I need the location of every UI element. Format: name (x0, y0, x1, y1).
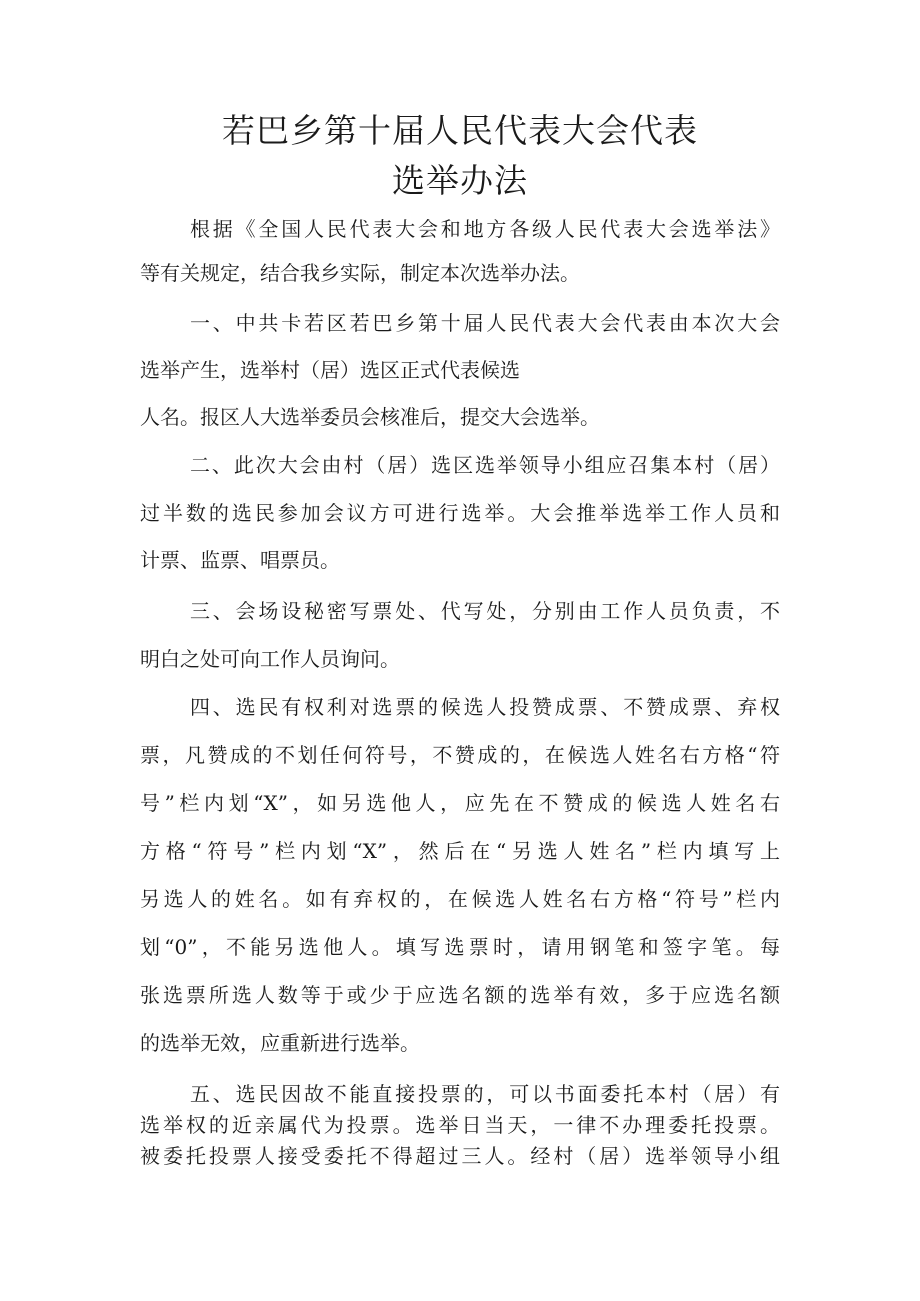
paragraph-line: 的选举无效，应重新进行选举。 (140, 1031, 420, 1055)
paragraph-line: 五、选民因故不能直接投票的，可以书面委托本村（居）有 (190, 1082, 780, 1106)
paragraph-line: 方格“符号”栏内划“X”，然后在“另选人姓名”栏内填写上 (140, 839, 780, 863)
paragraph-line: 过半数的选民参加会议方可进行选举。大会推举选举工作人员和 (140, 501, 780, 525)
paragraph-line: 四、选民有权利对选票的候选人投赞成票、不赞成票、弃权 (190, 695, 780, 719)
paragraph-line: 张选票所选人数等于或少于应选名额的选举有效，多于应选名额 (140, 983, 780, 1007)
paragraph-line: 一、中共卡若区若巴乡第十届人民代表大会代表由本次大会 (190, 311, 780, 335)
paragraph-line: 计票、监票、唱票员。 (140, 548, 340, 572)
paragraph-line: 根据《全国人民代表大会和地方各级人民代表大会选举法》 (190, 217, 780, 241)
paragraph-line: 另选人的姓名。如有弃权的，在候选人姓名右方格“符号”栏内 (140, 887, 780, 911)
paragraph-line: 票，凡赞成的不划任何符号，不赞成的，在候选人姓名右方格“符 (140, 743, 780, 767)
paragraph-line: 三、会场设秘密写票处、代写处，分别由工作人员负责，不 (190, 599, 780, 623)
paragraph-line: 划“0”，不能另选他人。填写选票时，请用钢笔和签字笔。每 (140, 935, 780, 959)
paragraph-line: 号”栏内划“X”，如另选他人，应先在不赞成的候选人姓名右 (140, 791, 780, 815)
document-title-line2: 选举办法 (392, 161, 528, 200)
paragraph-line: 明白之处可向工作人员询问。 (140, 647, 400, 671)
paragraph-line: 选举权的近亲属代为投票。选举日当天，一律不办理委托投票。 (140, 1113, 780, 1137)
document-title-line1: 若巴乡第十届人民代表大会代表 (222, 111, 698, 150)
paragraph-line: 等有关规定，结合我乡实际，制定本次选举办法。 (140, 261, 580, 285)
paragraph-line: 人名。报区人大选举委员会核准后，提交大会选举。 (140, 405, 600, 429)
paragraph-line: 选举产生，选举村（居）选区正式代表候选 (140, 358, 520, 382)
paragraph-line: 二、此次大会由村（居）选区选举领导小组应召集本村（居） (190, 453, 780, 477)
paragraph-line: 被委托投票人接受委托不得超过三人。经村（居）选举领导小组 (140, 1144, 780, 1168)
